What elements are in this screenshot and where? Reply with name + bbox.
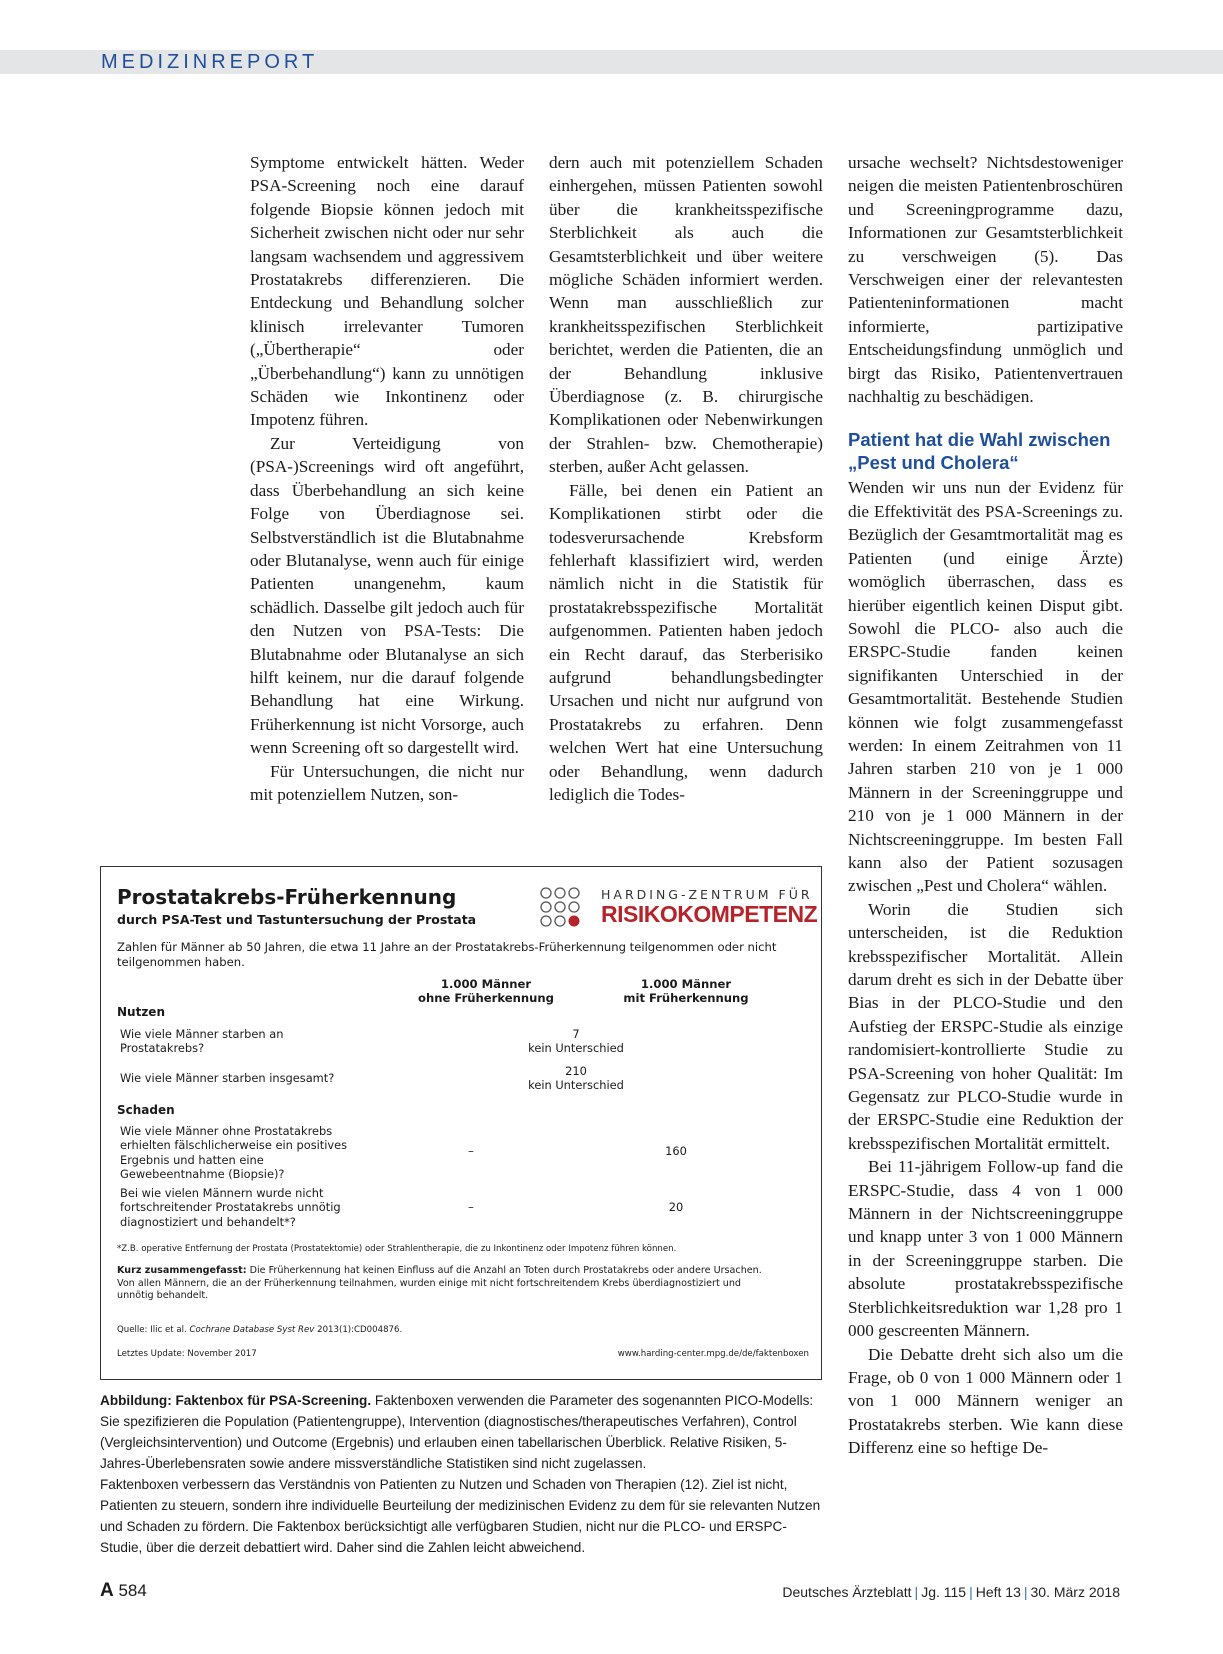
harding-center-logo (539, 885, 818, 930)
factbox-subtitle: durch PSA-Test und Tastuntersuchung der Prostata (117, 912, 477, 927)
journal-date: 30. März 2018 (1030, 1584, 1120, 1600)
logo-top-text: HARDING-ZENTRUM FÜR (601, 887, 813, 902)
value-total-deaths (486, 1064, 666, 1093)
section-heading-line: „Pest und Cholera“ (848, 452, 1019, 474)
figure-caption (100, 1390, 825, 1558)
value: 7 (572, 1027, 580, 1041)
section-harm: Schaden (117, 1103, 175, 1117)
question-line: Gewebeentnahme (Biopsie)? (120, 1167, 285, 1182)
question-line: diagnostiziert und behandelt*? (120, 1214, 296, 1229)
summary-label: Kurz zusammengefasst: (117, 1265, 247, 1276)
value-cancer-deaths (486, 1027, 666, 1056)
column-header-with-screening (601, 977, 771, 1005)
value-note: kein Unterschied (528, 1041, 624, 1056)
factbox-source (117, 1325, 402, 1335)
text-column-2 (549, 151, 823, 806)
section-benefit: Nutzen (117, 1005, 165, 1019)
section-heading-line: Patient hat die Wahl zwischen (848, 429, 1111, 451)
paragraph: Zur Verteidigung von (PSA-)Screenings wird oft angeführt, dass Überbehandlung an sich keine Folge von Überdiagnose sei. Selbstverständlich ist die Blutabnahme oder Blutanalyse, wenn auch für einige Patienten unangenehm, kaum schädlich. Dasselbe gilt jedoch auch für den Nutzen von PSA-Tests: Die Blutabnahme oder Blutanalyse an sich hilft keinem, nur die darauf folgende Behandlung hat eine Wirkung. Früherkennung ist nicht Vorsorge, auch wenn Screening oft so dargestellt wird. (250, 433, 524, 758)
source-journal: Cochrane Database Syst Rev (189, 1325, 315, 1335)
value-overdiagnosis-without: – (468, 1200, 474, 1214)
column-header-line: 1.000 Männer (640, 977, 732, 991)
page-number-value: 584 (118, 1581, 147, 1600)
question-line: Ergebnis und hatten eine (120, 1152, 264, 1167)
paragraph: ursache wechselt? Nichtsdestoweniger neigen die meisten Patientenbroschüren und Screeningprogramme dazu, Informationen zur Gesamtsterblichkeit zu verschweigen (5). Das Verschweigen einer der relevantesten Patienteninformationen macht informierte, partizipative Entscheidungsfindung unmöglich und birgt das Risiko, Patientenvertrauen nachhaltig zu beschädigen. (848, 153, 1123, 407)
journal-issue: Heft 13 (975, 1584, 1021, 1600)
paragraph: Bei 11-jährigem Follow-up fand die ERSPC-Studie, dass 4 von 1 000 Männern in der Nichtscreeninggruppe und knapp unter 3 von 1 000 Männern in der Screeninggruppe starben. Die absolute prostatakrebsspezifische Sterblichkeitsreduktion war 1,28 pro 1 000 gescreenten Männern. (848, 1157, 1123, 1341)
question-line: Wie viele Männer starben an (120, 1027, 284, 1041)
factbox-summary (117, 1265, 762, 1303)
logo-bottom-text: RISIKOKOMPETENZ (601, 901, 818, 927)
column-header-without-screening (401, 977, 571, 1005)
paragraph: Fälle, bei denen ein Patient an Komplikationen stirbt oder die todesverursachende Krebsform fehlerhaft klassifiziert wird, werden nämlich nicht in die Statistik für prostatakrebsspezifische Mortalität aufgenommen. Patienten haben jedoch ein Recht darauf, das Sterberisiko aufgrund behandlungsbedingter Ursachen und nicht nur aufgrund von Prostatakrebs zu erfahren. Denn welchen Wert hat eine Untersuchung oder Behandlung, wenn dadurch lediglich die Todes- (549, 480, 823, 804)
section-label: MEDIZINREPORT (101, 51, 319, 73)
question-false-positive (120, 1124, 347, 1182)
journal-name: Deutsches Ärzteblatt (782, 1584, 912, 1600)
caption-title: Abbildung: Faktenbox für PSA-Screening. (100, 1393, 372, 1408)
question-total-deaths: Wie viele Männer starben insgesamt? (120, 1071, 335, 1085)
column-header-line: 1.000 Männer (440, 977, 532, 991)
text-column-3 (848, 151, 1123, 1460)
page-number (100, 1580, 147, 1602)
question-line: erhielten fälschlicherweise ein positives (120, 1138, 348, 1153)
column-header-line: mit Früherkennung (623, 991, 749, 1005)
question-overdiagnosis (120, 1186, 341, 1229)
value: 210 (565, 1064, 587, 1078)
paragraph: Für Untersuchungen, die nicht nur mit potenziellem Nutzen, son- (250, 761, 524, 804)
column-header-line: ohne Früherkennung (418, 991, 554, 1005)
logo-dots-icon (539, 885, 595, 930)
caption-text: Faktenboxen verwenden die Parameter des sogenannten PICO-Modells: Sie spezifizieren die Population (Patientengruppe), Intervention (diagnostisches/therapeutisches Verfahren), Control (Vergleichsintervention) und Outcome (Ergebnis) und erlauben einen tabellarischen Überblick. Relative Risiken, 5-Jahres-Überlebensraten sowie andere missverständliche Statistiken sind nicht zugelassen. (100, 1393, 814, 1471)
value-overdiagnosis-with: 20 (668, 1200, 684, 1214)
separator: | (914, 1584, 919, 1600)
question-line: Prostatakrebs? (120, 1041, 205, 1056)
source-label: Quelle: Ilic et al. (117, 1325, 190, 1335)
source-rest: 2013(1):CD004876. (314, 1325, 403, 1335)
fact-box (100, 866, 822, 1380)
factbox-intro: Zahlen für Männer ab 50 Jahren, die etwa 11 Jahre an der Prostatakrebs-Früherkennung teilgenommen oder nicht teilgenommen haben. (117, 940, 777, 969)
journal-info (782, 1584, 1120, 1600)
factbox-url: www.harding-center.mpg.de/de/faktenboxen (617, 1349, 809, 1359)
factbox-title: Prostatakrebs-Früherkennung (117, 885, 457, 909)
summary-text: Die Früherkennung hat keinen Einfluss auf die Anzahl an Toten durch Prostatakrebs oder andere Ursachen. Von allen Männern, die an der Früherkennung teilnahmen, wurden einige mit nicht fortschreitendem Krebs überdiagnostiziert und unnötig behandelt. (117, 1265, 762, 1302)
text-column-1 (250, 151, 524, 806)
question-line: Bei wie vielen Männern wurde nicht (120, 1186, 324, 1200)
factbox-update: Letztes Update: November 2017 (117, 1349, 257, 1359)
value-false-positive-without: – (468, 1144, 474, 1158)
journal-volume: Jg. 115 (921, 1584, 967, 1600)
separator: | (969, 1584, 973, 1600)
paragraph: Symptome entwickelt hätten. Weder PSA-Screening noch eine darauf folgende Biopsie können jedoch mit Sicherheit zwischen nicht oder nur sehr langsam wachsendem und aggressivem Prostatakrebs differenzieren. Die Entdeckung und Behandlung solcher klinisch irrelevanter Tumoren („Übertherapie“ oder „Überbehandlung“) kann zu unnötigen Schäden wie Inkontinenz oder Impotenz führen. (250, 153, 524, 430)
separator: | (1023, 1584, 1028, 1600)
question-line: fortschreitender Prostatakrebs unnötig (120, 1200, 341, 1215)
value-false-positive-with: 160 (665, 1144, 687, 1158)
paragraph: dern auch mit potenziellem Schaden einhergehen, müssen Patienten sowohl über die krankheitsspezifische Sterblichkeit als auch die Gesamtsterblichkeit und über weitere mögliche Schäden informiert werden. Wenn man ausschließlich zur krankheitsspezifischen Sterblichkeit berichtet, werden die Patienten, die an der Behandlung inklusive Überdiagnose (z. B. chirurgische Komplikationen oder Nebenwirkungen der Strahlen- bzw. Chemotherapie) sterben, außer Acht gelassen. (549, 153, 823, 477)
paragraph: Die Debatte dreht sich also um die Frage, ob 0 von 1 000 Männern oder 1 von 1 000 Männern weniger an Prostatakrebs sterben. Wie kann diese Differenz eine so heftige De- (848, 1344, 1123, 1458)
page-letter: A (100, 1580, 114, 1601)
question-line: Wie viele Männer ohne Prostatakrebs (120, 1124, 333, 1138)
caption-paragraph (100, 1390, 825, 1474)
caption-paragraph: Faktenboxen verbessern das Verständnis von Patienten zu Nutzen und Schaden von Therapien (12). Ziel ist nicht, Patienten zu steuern, sondern ihre individuelle Beurteilung der medizinischen Evidenz zu dem für sie relevanten Nutzen und Schaden zu fördern. Die Faktenbox berücksichtigt alle verfügbaren Studien, nicht nur die PLCO- und ERSPC-Studie, über die derzeit debattiert wird. Daher sind die Zahlen leicht abweichend. (100, 1477, 821, 1555)
paragraph: Wenden wir uns nun der Evidenz für die Effektivität des PSA-Screenings zu. Bezüglich der Gesamtmortalität mag es Patienten (und einige Ärzte) womöglich überraschen, dass es hierüber eigentlich keinen Disput gibt. Sowohl die PLCO- also auch die ERSPC-Studie fanden keinen signifikanten Unterschied in der Gesamtmortalität. Bestehende Studien können wie folgt zusammengefasst werden: In einem Zeitrahmen von 11 Jahren starben 210 von je 1 000 Männern in der Screeninggruppe und 210 von je 1 000 Männern in der Nichtscreeninggruppe. Im besten Fall kann also der Patient sozusagen zwischen „Pest und Cholera“ wählen. (848, 478, 1123, 896)
factbox-footnote: *Z.B. operative Entfernung der Prostata (Prostatektomie) oder Strahlentherapie, die zu Inkontinenz oder Impotenz führen können. (117, 1244, 677, 1254)
paragraph: Worin die Studien sich unterscheiden, ist die Reduktion krebsspezifischer Mortalität. Allein darum dreht es sich in der Debatte über Bias in der PLCO-Studie und den Aufstieg der ERSPC-Studie als einzige randomisiert-kontrollierte Studie zu PSA-Screening von hoher Qualität: Im Gegensatz zur PLCO-Studie wurde in der ERSPC-Studie eine Reduktion der krebsspezifischen Mortalität ermittelt. (848, 899, 1123, 1153)
section-heading (848, 428, 1123, 474)
question-cancer-deaths (120, 1027, 283, 1056)
value-note: kein Unterschied (528, 1078, 624, 1093)
